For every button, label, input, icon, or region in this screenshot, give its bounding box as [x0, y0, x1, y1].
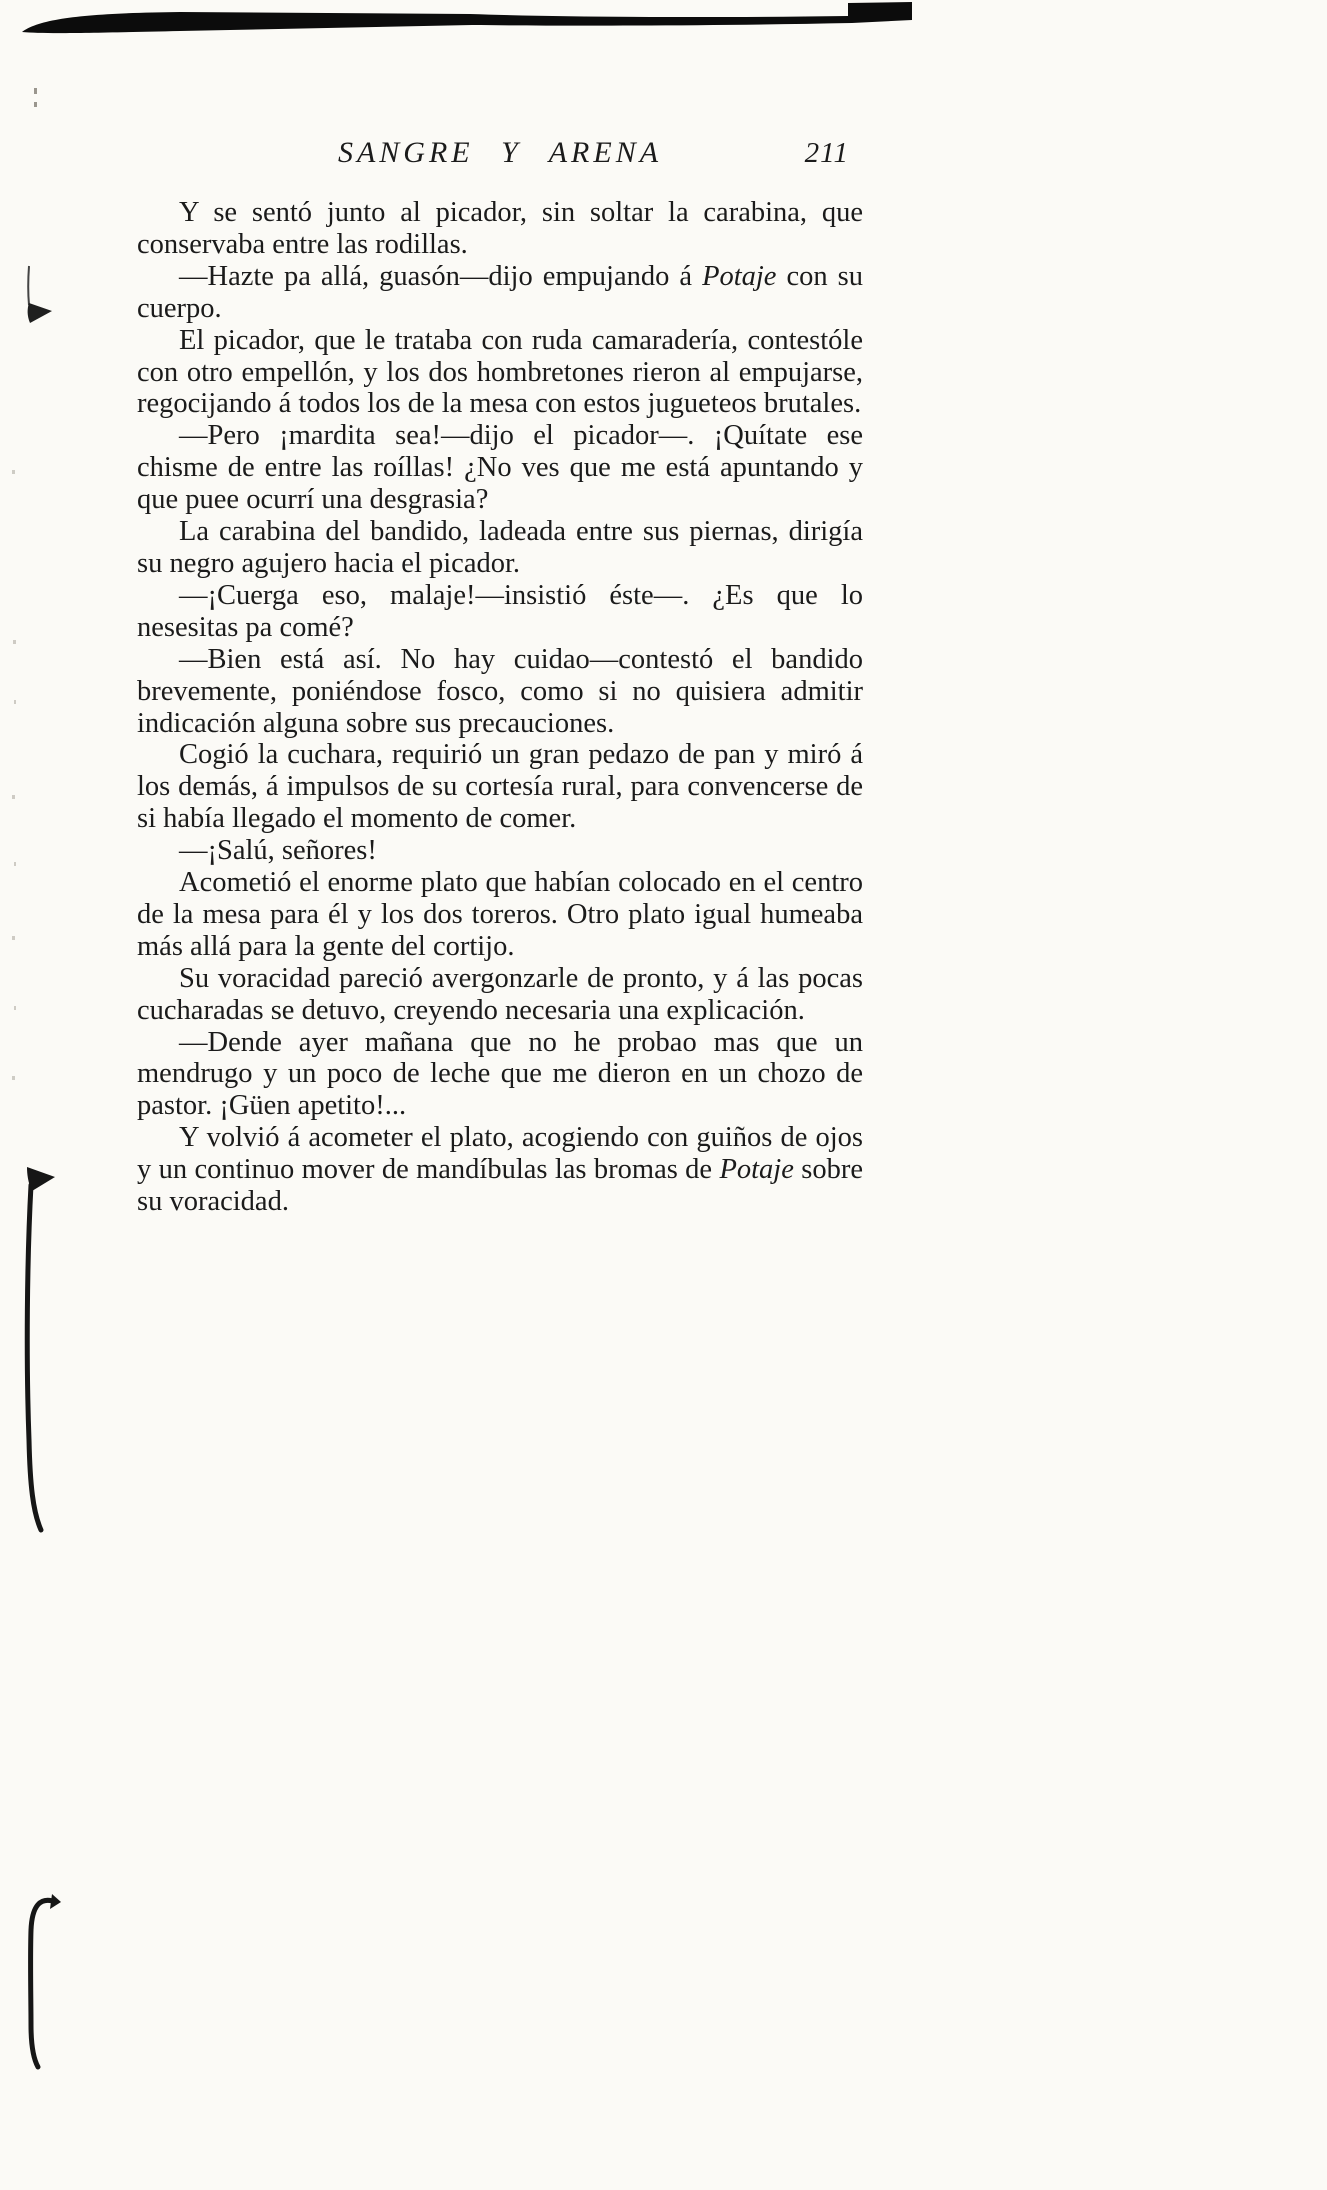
text-segment: sobre su voracidad.: [137, 1154, 863, 1218]
text-segment: —Hazte pa allá, guasón—dijo empujando á: [179, 260, 703, 292]
paragraph: [137, 1027, 863, 1123]
paragraph: [137, 963, 863, 1027]
text-segment: Cogió la cuchara, requirió un gran pedazo de pan y miró á los demás, á impulsos de su cortesía rural, para convencerse de si había llegado el momento de comer.: [137, 739, 863, 835]
text-segment: Y volvió á acometer el plato, acogiendo con guiños de ojos y un continuo mover de mandíbulas las bromas de: [137, 1122, 863, 1186]
scan-top-bar: [22, 2, 912, 33]
paragraph: [137, 867, 863, 963]
paragraph: [137, 835, 863, 867]
paragraph: [137, 197, 863, 261]
text-segment: —¡Cuerga eso, malaje!—insistió éste—. ¿Es que lo nesesitas pa comé?: [137, 579, 863, 643]
paragraph: [137, 739, 863, 835]
running-head-title: SANGRE Y ARENA: [337, 136, 663, 169]
italic-text-segment: Potaje: [719, 1154, 794, 1186]
paragraph: [137, 261, 863, 325]
body-text: [137, 197, 863, 1218]
page-header: [137, 136, 863, 180]
text-segment: El picador, que le trataba con ruda camaradería, contestóle con otro empellón, y los dos hombretones rieron al empujarse, regocijando á todos los de la mesa con estos jugueteos brutales.: [137, 324, 863, 420]
text-segment: La carabina del bandido, ladeada entre sus piernas, dirigía su negro agujero hacia el picador.: [137, 516, 863, 579]
margin-hook-stroke: [31, 1900, 56, 2067]
text-segment: Su voracidad pareció avergonzarle de pronto, y á las pocas cucharadas se detuvo, creyendo necesaria una explicación.: [137, 962, 863, 1026]
paragraph: [137, 325, 863, 421]
margin-bracket-arrow-icon: [27, 1167, 55, 1191]
text-segment: —Dende ayer mañana que no he probao mas que un mendrugo y un poco de leche que me dieron en un chozo de pastor. ¡Güen apetito!...: [137, 1026, 863, 1122]
paragraph: [137, 644, 863, 740]
text-segment: —Pero ¡mardita sea!—dijo el picador—. ¡Quítate ese chisme de entre las roíllas! ¿No ves que me está apuntando y que puee ocurrí una desgrasia?: [137, 420, 863, 516]
margin-arrow-line: [28, 266, 29, 305]
text-segment: con su cuerpo.: [137, 260, 863, 324]
margin-hook-tip: [50, 1894, 61, 1909]
italic-text-segment: Potaje: [702, 260, 777, 292]
text-segment: —Bien está así. No hay cuidao—contestó el bandido brevemente, poniéndose fosco, como si no quisiera admitir indicación alguna sobre sus precauciones.: [137, 643, 863, 739]
text-segment: Y se sentó junto al picador, sin soltar la carabina, que conservaba entre las rodillas.: [137, 197, 863, 260]
left-edge-speckles: [12, 470, 16, 1080]
text-segment: —¡Salú, señores!: [179, 835, 377, 867]
margin-speck: [34, 88, 37, 94]
paragraph: [137, 516, 863, 580]
margin-bracket-large: [27, 1185, 41, 1530]
paragraph: [137, 1122, 863, 1218]
page-number: 211: [804, 137, 849, 169]
margin-arrow-icon: [28, 303, 52, 323]
margin-speck: [34, 102, 37, 107]
paragraph: [137, 420, 863, 516]
text-segment: Acometió el enorme plato que habían colocado en el centro de la mesa para él y los dos toreros. Otro plato igual humeaba más allá para la gente del cortijo.: [137, 867, 863, 962]
paragraph: [137, 580, 863, 644]
